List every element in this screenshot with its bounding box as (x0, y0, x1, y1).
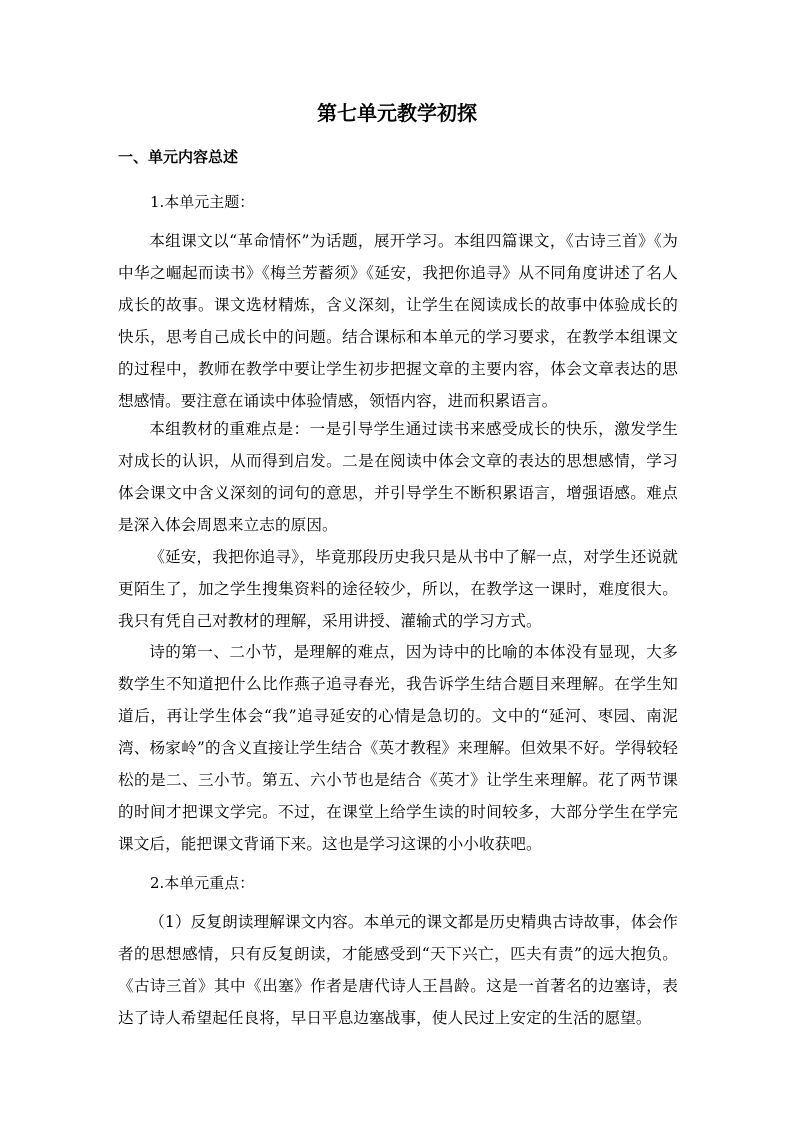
paragraph-key-difficulties: 本组教材的重难点是：一是引导学生通过读书来感受成长的快乐，激发学生对成长的认识，从而得到启发。二是在阅读中体会文章的表达的思想感情，学习体会课文中含义深刻的词句的意思，并引导学生不断积累语言，增强语感。难点是深入体会周恩来立志的原因。 (118, 420, 678, 534)
section-heading-overview: 一、单元内容总述 (118, 148, 239, 166)
subheading-unit-theme: 1.本单元主题： (150, 193, 255, 211)
paragraph-focus-reading: （1）反复朗读理解课文内容。本单元的课文都是历史精典古诗故事，体会作者的思想感情，只有反复朗读，才能感受到“天下兴亡，匹夫有责”的远大抱负。《古诗三首》其中《出塞》作者是唐代诗人王昌龄。这是一首著名的边塞诗，表达了诗人希望起任良将，早日平息边塞战事，使人民过上安定的生活的愿望。 (118, 913, 678, 1027)
paragraph-theme-intro: 本组课文以“革命情怀”为话题，展开学习。本组四篇课文，《古诗三首》《为中华之崛起而读书》《梅兰芳蓄须》《延安，我把你追寻》从不同角度讲述了名人成长的故事。课文选材精炼，含义深刻，让学生在阅读成长的故事中体验成长的快乐，思考自己成长中的问题。结合课标和本单元的学习要求，在教学本组课文的过程中，教师在教学中要让学生初步把握文章的主要内容，体会文章表达的思想感情。要注意在诵读中体验情感，领悟内容，进而积累语言。 (118, 232, 678, 410)
subheading-unit-focus: 2.本单元重点： (150, 874, 255, 892)
paragraph-yanan-lesson: 《延安，我把你追寻》，毕竟那段历史我只是从书中了解一点，对学生还说就更陌生了，加之学生搜集资料的途径较少，所以，在教学这一课时，难度很大。我只有凭自己对教材的理解，采用讲授、灌输式的学习方式。 (118, 548, 678, 630)
paragraph-poem-teaching: 诗的第一、二小节，是理解的难点，因为诗中的比喻的本体没有显现，大多数学生不知道把什么比作燕子追寻春光，我告诉学生结合题目来理解。在学生知道后，再让学生体会“我”追寻延安的心情是急切的。文中的“延河、枣园、南泥湾、杨家岭”的含义直接让学生结合《英才教程》来理解。但效果不好。学得较轻松的是二、三小节。第五、六小节也是结合《英才》让学生来理解。花了两节课的时间才把课文学完。不过，在课堂上给学生读的时间较多，大部分学生在学完课文后，能把课文背诵下来。这也是学习这课的小小收获吧。 (118, 643, 678, 853)
page-title: 第七单元教学初探 (317, 101, 477, 125)
